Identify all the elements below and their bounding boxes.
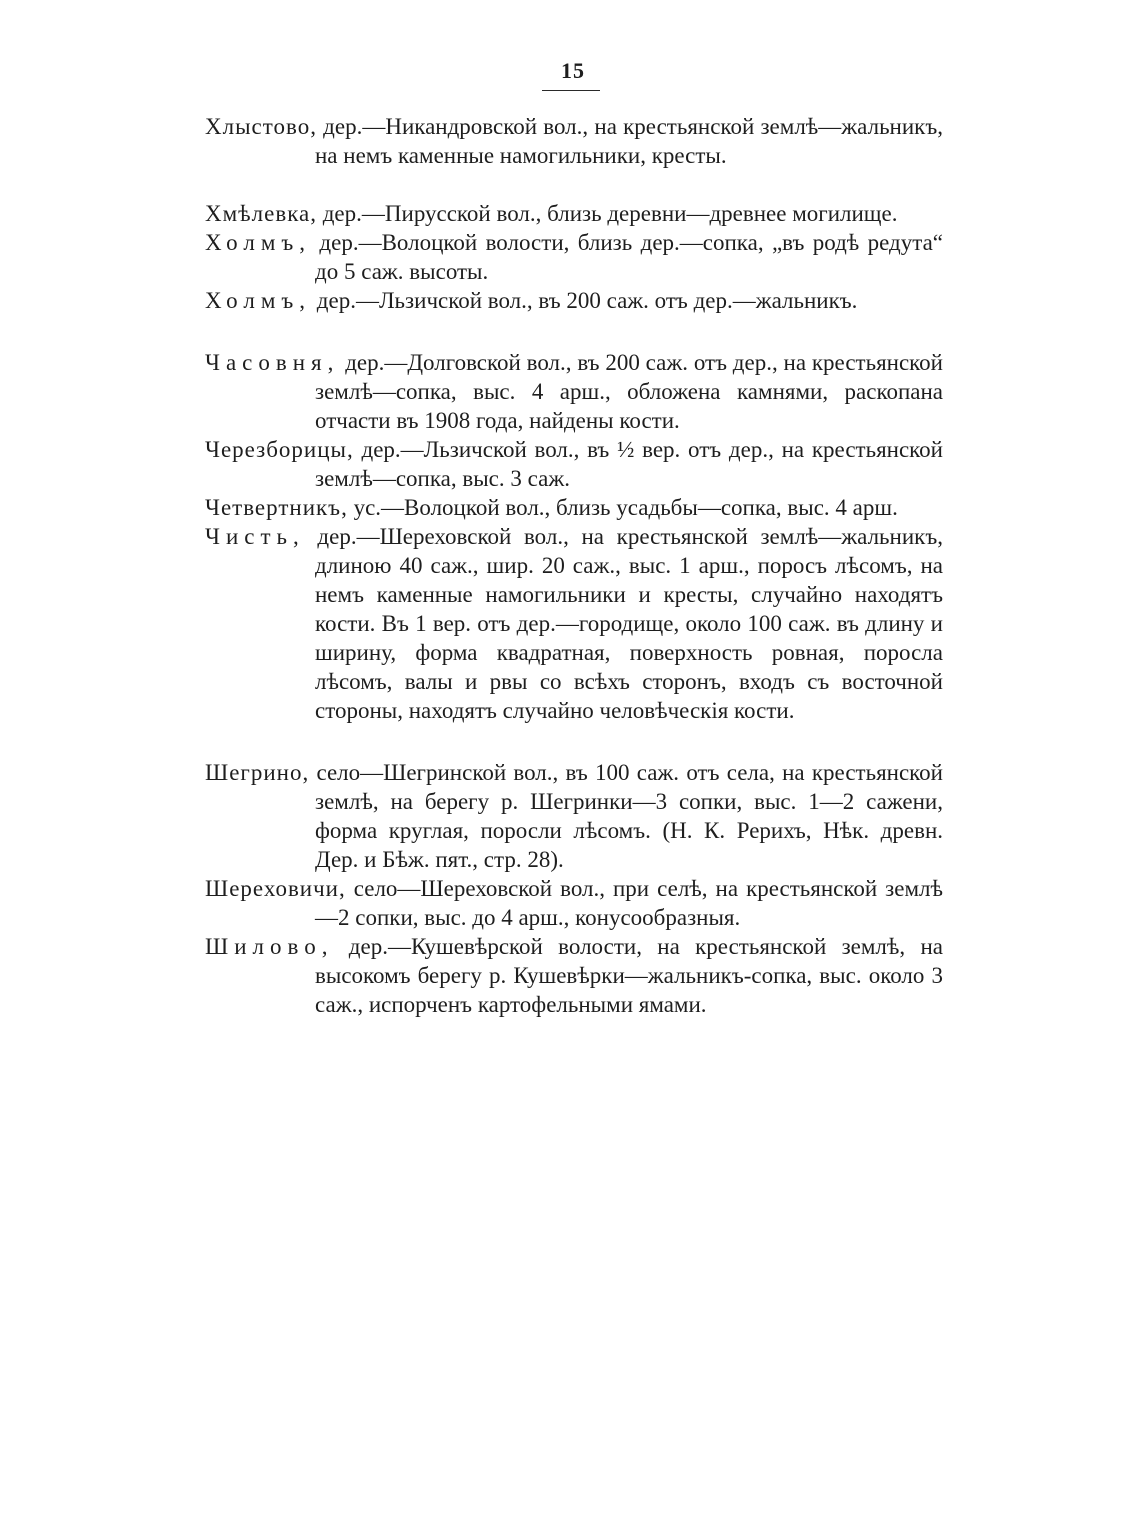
entry-text: дер.—Волоцкой волости, близь дер.—сопка, „въ родѣ редута“ до 5 саж. высоты. [311, 230, 943, 284]
entry-chasovnya [205, 348, 943, 435]
entry-text: дер.—Льзичской вол., въ ½ вер. отъ дер., на крестьянской землѣ—сопка, выс. 3 саж. [315, 437, 943, 491]
entry-shekhovichi [205, 874, 943, 932]
entry-headword: Шереховичи, [205, 876, 346, 901]
entry-shilovo [205, 932, 943, 1019]
entry-cherezboritsy [205, 435, 943, 493]
entry-chetvertnik [205, 493, 943, 522]
entry-list [205, 112, 943, 1019]
entry-headword: Хлыстово, [205, 114, 317, 139]
entry-text: дер.—Льзичской вол., въ 200 саж. отъ дер.—жальникъ. [311, 288, 858, 313]
entry-khmelevka [205, 199, 943, 228]
entry-text: дер.—Никандровской вол., на крестьянской землѣ—жальникъ, на немъ каменные намогильники, кресты. [315, 114, 943, 168]
entry-khlystovo [205, 112, 943, 170]
entry-text: дер.—Пирусской вол., близь деревни—древнее могилище. [316, 201, 898, 226]
entry-headword: Шегрино, [205, 760, 310, 785]
entry-headword: Хмѣлевка, [205, 201, 317, 226]
entry-headword: Четвертникъ, [205, 495, 348, 520]
entry-headword: Шилово, [205, 934, 334, 959]
entry-kholm-lzichskaya [205, 286, 943, 315]
entry-kholm-volotskaya [205, 228, 943, 286]
entry-text: дер.—Кушевѣрской волости, на крестьянской землѣ, на высокомъ берегу р. Кушевѣрки—жальникъ-сопка, выс. около 3 саж., испорченъ картофельными ямами. [315, 934, 943, 1017]
entry-headword: Чисть, [205, 524, 305, 549]
entry-headword: Часовня, [205, 350, 340, 375]
entry-text: дер.—Шереховской вол., на крестьянской землѣ—жальникъ, длиною 40 саж., шир. 20 саж., выс. 1 арш., поросъ лѣсомъ, на немъ каменные намогильники и кресты, случайно находятъ кости. Въ 1 вер. отъ дер.—городище, около 100 саж. въ длину и ширину, форма квадратная, поверхность ровная, поросла лѣсомъ, валы и рвы со всѣхъ сторонъ, входъ съ восточной стороны, находятъ случайно человѣческія кости. [304, 524, 943, 723]
entry-text: дер.—Долговской вол., въ 200 саж. отъ дер., на крестьянской землѣ—сопка, выс. 4 арш., обложена камнями, раскопана отчасти въ 1908 года, найдены кости. [315, 350, 943, 433]
entry-headword: Холмъ, [205, 230, 312, 255]
entry-text: ус.—Волоцкой вол., близь усадьбы—сопка, выс. 4 арш. [347, 495, 898, 520]
page-number-rule [542, 90, 600, 91]
entry-headword: Черезборицы, [205, 437, 354, 462]
entry-chist [205, 522, 943, 725]
entry-text: село—Шереховской вол., при селѣ, на крестьянской землѣ—2 сопки, выс. до 4 арш., конусообразныя. [315, 876, 943, 930]
entry-headword: Холмъ, [205, 288, 312, 313]
entry-shegrino [205, 758, 943, 874]
page-number: 15 [561, 58, 585, 83]
entry-text: село—Шегринской вол., въ 100 саж. отъ села, на крестьянской землѣ, на берегу р. Шегринки—3 сопки, выс. 1—2 сажени, форма круглая, поросли лѣсомъ. (Н. К. Рерихъ, Нѣк. древн. Дер. и Бѣж. пят., стр. 28). [309, 760, 943, 872]
